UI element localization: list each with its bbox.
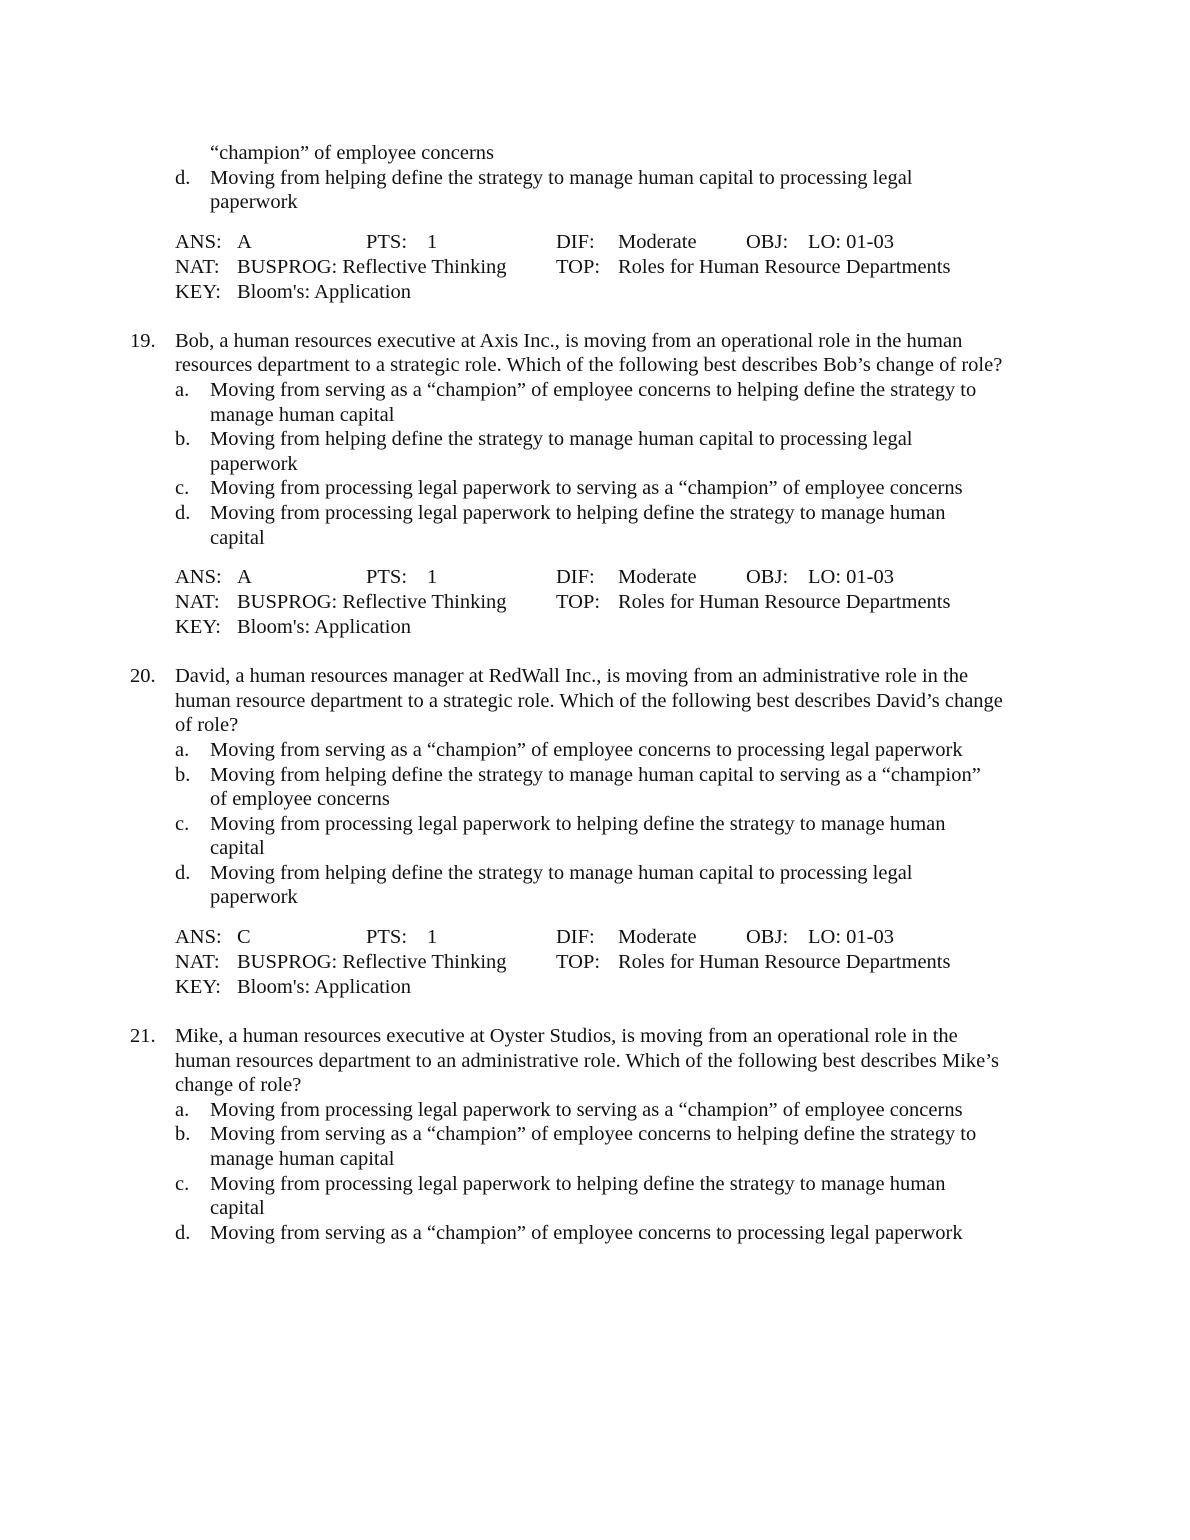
option-text: Moving from processing legal paperwork to helping define the strategy to manage human capital — [210, 1172, 946, 1220]
option-b — [175, 427, 1000, 476]
pts-label: PTS: — [366, 230, 408, 253]
obj-label: OBJ: — [746, 566, 789, 589]
key-value: Bloom's: Application — [237, 280, 411, 303]
key-label: KEY: — [175, 616, 221, 639]
dif-value: Moderate — [618, 566, 697, 589]
question-stem: Mike, a human resources executive at Oyster Studios, is moving from an operational role in the human resources department to an administrative role. Which of the following best describes Mike’s change of role? — [175, 1025, 999, 1097]
nat-value: BUSPROG: Reflective Thinking — [237, 591, 507, 614]
question-stem: David, a human resources manager at RedWall Inc., is moving from an administrative role in the human resource department to a strategic role. Which of the following best describes David’s change of role? — [175, 665, 1003, 737]
option-letter: d. — [175, 1221, 191, 1244]
obj-value: LO: 01-03 — [808, 926, 894, 949]
dif-label: DIF: — [556, 926, 595, 949]
dif-label: DIF: — [556, 230, 595, 253]
obj-label: OBJ: — [746, 230, 789, 253]
nat-value: BUSPROG: Reflective Thinking — [237, 951, 507, 974]
ans-value: A — [237, 566, 252, 589]
top-value: Roles for Human Resource Departments — [618, 591, 951, 614]
question-number: 19. — [130, 329, 156, 352]
option-letter: d. — [175, 501, 191, 524]
ans-value: A — [237, 230, 252, 253]
option-c — [175, 812, 1000, 861]
option-letter: d. — [175, 861, 191, 884]
obj-value: LO: 01-03 — [808, 230, 894, 253]
key-label: KEY: — [175, 280, 221, 303]
option-letter: a. — [175, 1098, 190, 1121]
q18-option-c-text-tail: “champion” of employee concerns — [210, 142, 495, 164]
pts-value: 1 — [427, 230, 438, 253]
option-a — [175, 378, 1000, 427]
dif-label: DIF: — [556, 566, 595, 589]
ans-label: ANS: — [175, 566, 222, 589]
option-text: Moving from serving as a “champion” of employee concerns to processing legal paperwork — [210, 738, 963, 761]
option-d — [175, 861, 1000, 910]
obj-label: OBJ: — [746, 926, 789, 949]
question-stem: Bob, a human resources executive at Axis Inc., is moving from an operational role in the human resources department to a strategic role. Which of the following best describes Bob’s change of role? — [175, 329, 1003, 377]
dif-value: Moderate — [618, 926, 697, 949]
top-label: TOP: — [556, 591, 601, 614]
option-text: Moving from helping define the strategy to manage human capital to processing legal paperwork — [210, 166, 913, 214]
option-text: Moving from serving as a “champion” of employee concerns to helping define the strategy to manage human capital — [210, 1123, 977, 1171]
option-text: Moving from serving as a “champion” of employee concerns to helping define the strategy to manage human capital — [210, 378, 977, 426]
q18-answer-metadata — [175, 230, 1190, 304]
q18-option-c-continuation — [175, 141, 1000, 166]
option-text: Moving from processing legal paperwork to helping define the strategy to manage human capital — [210, 501, 946, 549]
nat-label: NAT: — [175, 951, 220, 974]
question-number: 20. — [130, 665, 156, 688]
option-b — [175, 763, 1000, 812]
question-20 — [0, 664, 1190, 910]
option-d — [175, 1221, 1000, 1246]
key-label: KEY: — [175, 976, 221, 999]
pts-label: PTS: — [366, 566, 408, 589]
ans-label: ANS: — [175, 926, 222, 949]
option-a — [175, 1098, 1000, 1123]
top-label: TOP: — [556, 951, 601, 974]
obj-value: LO: 01-03 — [808, 566, 894, 589]
top-value: Roles for Human Resource Departments — [618, 951, 951, 974]
key-value: Bloom's: Application — [237, 616, 411, 639]
option-text: Moving from processing legal paperwork to helping define the strategy to manage human capital — [210, 812, 946, 860]
nat-label: NAT: — [175, 591, 220, 614]
nat-value: BUSPROG: Reflective Thinking — [237, 255, 507, 278]
option-d — [175, 501, 1000, 550]
question-21 — [0, 1024, 1190, 1245]
option-letter: d. — [175, 166, 191, 189]
option-letter: c. — [175, 812, 190, 835]
option-c — [175, 1172, 1000, 1221]
nat-label: NAT: — [175, 255, 220, 278]
option-letter: b. — [175, 428, 191, 451]
option-c — [175, 476, 1000, 501]
question-19 — [0, 329, 1190, 550]
option-text: Moving from helping define the strategy to manage human capital to serving as a “champion” of employee concerns — [210, 763, 981, 811]
option-text: Moving from serving as a “champion” of employee concerns to processing legal paperwork — [210, 1221, 963, 1244]
document-page — [0, 141, 1190, 1245]
option-text: Moving from processing legal paperwork to serving as a “champion” of employee concerns — [210, 477, 963, 500]
top-label: TOP: — [556, 255, 601, 278]
ans-value: C — [237, 926, 251, 949]
option-letter: a. — [175, 738, 190, 761]
question-number: 21. — [130, 1025, 156, 1048]
dif-value: Moderate — [618, 230, 697, 253]
key-value: Bloom's: Application — [237, 976, 411, 999]
option-text: Moving from helping define the strategy to manage human capital to processing legal paperwork — [210, 428, 913, 475]
option-b — [175, 1122, 1000, 1171]
pts-value: 1 — [427, 566, 438, 589]
pts-value: 1 — [427, 926, 438, 949]
option-text: Moving from processing legal paperwork to serving as a “champion” of employee concerns — [210, 1098, 963, 1121]
q20-answer-metadata — [175, 925, 1190, 999]
option-letter: a. — [175, 378, 190, 401]
option-text: Moving from helping define the strategy to manage human capital to processing legal paperwork — [210, 861, 913, 909]
q19-answer-metadata — [175, 565, 1190, 639]
option-letter: b. — [175, 1123, 191, 1146]
option-a — [175, 738, 1000, 763]
q18-option-d — [175, 166, 1000, 215]
option-letter: b. — [175, 763, 191, 786]
top-value: Roles for Human Resource Departments — [618, 255, 951, 278]
option-letter: c. — [175, 477, 190, 500]
option-letter: c. — [175, 1172, 190, 1195]
ans-label: ANS: — [175, 230, 222, 253]
pts-label: PTS: — [366, 926, 408, 949]
